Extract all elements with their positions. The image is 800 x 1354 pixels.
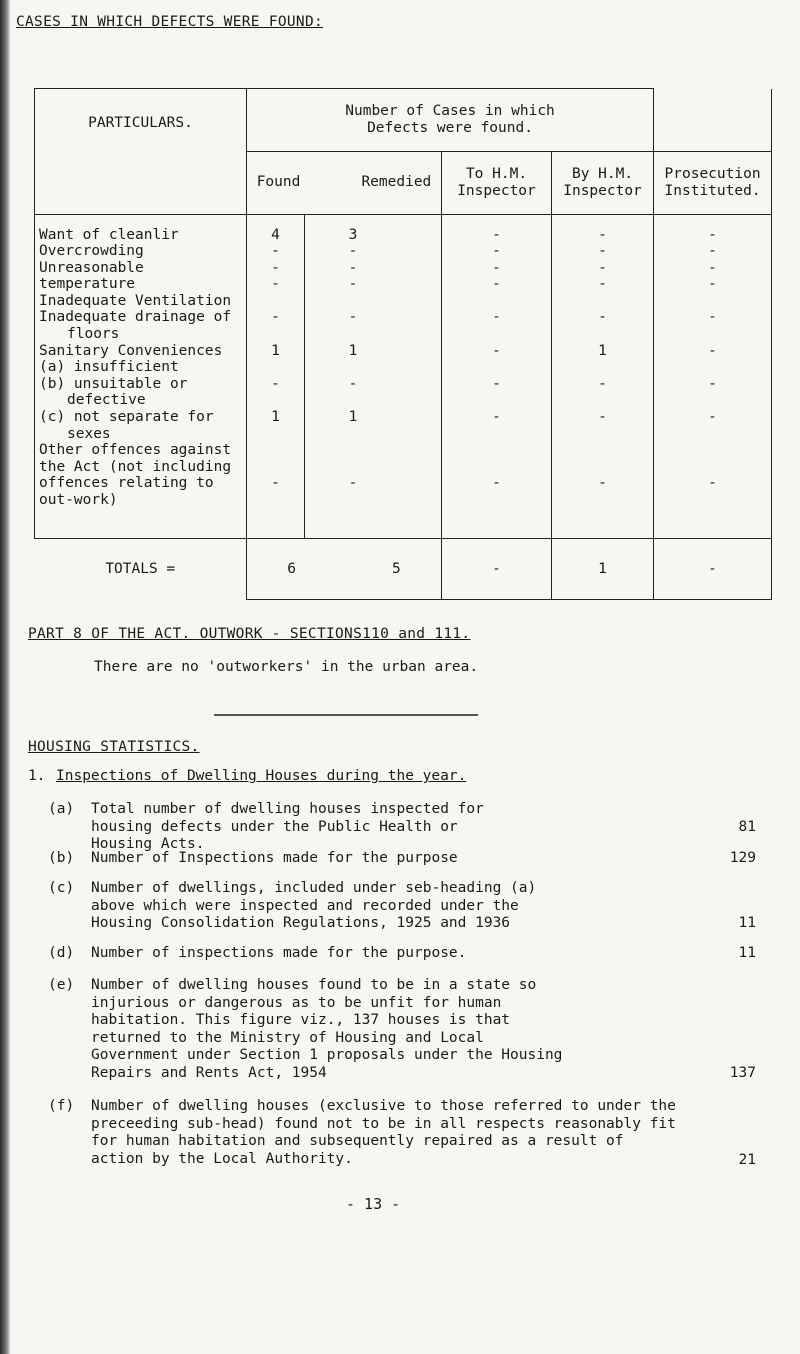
prosecution-header: Prosecution Instituted. xyxy=(654,151,772,214)
item-value-b: 129 xyxy=(729,850,756,866)
particular-label: floors xyxy=(67,326,120,343)
particular-label: (b) unsuitable or xyxy=(39,375,188,392)
cell xyxy=(442,326,551,343)
item-label: (b) xyxy=(48,850,75,866)
particular-label: Other offences against xyxy=(39,442,232,459)
cell xyxy=(654,442,771,459)
cell xyxy=(442,442,551,459)
particular-label: Unreasonable temperature xyxy=(39,259,144,293)
found-remedied-header xyxy=(247,151,442,214)
cell: - xyxy=(492,243,501,260)
cell: 1 xyxy=(271,409,280,426)
cell: - xyxy=(598,243,607,260)
cell: - xyxy=(598,475,607,492)
cell xyxy=(247,326,304,343)
item-value-c: 11 xyxy=(738,915,756,931)
total-to-inspector: - xyxy=(442,539,552,600)
housing-subheading: Inspections of Dwelling Houses during the year. xyxy=(56,768,467,784)
cell: - xyxy=(492,342,501,359)
cell: - xyxy=(271,309,280,326)
cell: - xyxy=(598,409,607,426)
page-heading: CASES IN WHICH DEFECTS WERE FOUND: xyxy=(16,14,324,30)
cell: - xyxy=(708,309,717,326)
cell: - xyxy=(708,243,717,260)
cell xyxy=(247,392,304,409)
cell xyxy=(305,359,401,376)
cell: - xyxy=(492,259,501,276)
cell: - xyxy=(348,309,358,326)
particular-label: sexes xyxy=(67,425,111,442)
cell xyxy=(442,426,551,443)
cell: - xyxy=(708,226,717,243)
housing-sub-number: 1. xyxy=(28,768,46,784)
cell xyxy=(442,293,551,310)
item-text: Number of dwellings, included under seb-heading (a) above which were inspected and recorded under the Housing Consolidation Regulations, 1925 and 1936 xyxy=(91,880,537,931)
particulars-column xyxy=(35,214,247,539)
particular-label: Sanitary Conveniences xyxy=(39,342,223,359)
section-divider xyxy=(214,714,478,716)
cell xyxy=(247,359,304,376)
item-label: (c) xyxy=(48,880,75,896)
cell: - xyxy=(492,276,501,293)
cell: - xyxy=(708,259,717,276)
item-text: Number of Inspections made for the purpose xyxy=(91,850,458,866)
cell xyxy=(305,392,401,409)
cell: - xyxy=(708,409,717,426)
particular-label: out-work) xyxy=(39,492,118,508)
particular-label: Want of cleanlir xyxy=(39,226,179,243)
by-inspector-column xyxy=(552,214,654,539)
particular-label: (c) not separate for xyxy=(39,409,214,426)
cell xyxy=(552,426,653,443)
cell xyxy=(654,426,771,443)
cell: - xyxy=(348,375,358,392)
item-value-a: 81 xyxy=(738,819,756,835)
cell: - xyxy=(348,475,358,492)
total-by-inspector: 1 xyxy=(552,539,654,600)
cell xyxy=(442,459,551,476)
cell xyxy=(305,293,401,310)
totals-found-remedied xyxy=(247,539,442,600)
cell: - xyxy=(271,259,280,276)
item-value-d: 11 xyxy=(738,945,756,961)
cell xyxy=(552,442,653,459)
cell: 1 xyxy=(348,342,358,359)
particular-label: the Act (not including xyxy=(39,458,232,475)
particulars-header: PARTICULARS. xyxy=(35,89,247,215)
cell: - xyxy=(708,475,717,492)
cell: - xyxy=(271,276,280,293)
cell xyxy=(247,426,304,443)
by-inspector-header: By H.M. Inspector xyxy=(552,151,654,214)
cell xyxy=(442,392,551,409)
housing-heading: HOUSING STATISTICS. xyxy=(28,739,200,755)
item-text: Number of dwelling houses found to be in a state so injurious or dangerous as to be unfit for human habitation. This figure viz., 137 houses is that returned to the Ministry of Housing and Local Government under Section 1 proposals under the Housing Repairs and Rents Act, 1954 xyxy=(91,977,563,1081)
item-label: (e) xyxy=(48,977,75,993)
cell xyxy=(247,459,304,476)
cell: 1 xyxy=(271,342,280,359)
item-label: (a) xyxy=(48,801,75,817)
cell: 1 xyxy=(598,342,607,359)
to-inspector-header: To H.M. Inspector xyxy=(442,151,552,214)
cell xyxy=(654,359,771,376)
cell xyxy=(552,359,653,376)
item-label: (d) xyxy=(48,945,75,961)
found-header: Found xyxy=(256,174,301,191)
cell xyxy=(305,442,401,459)
cell: - xyxy=(348,276,358,293)
group-header: Number of Cases in which Defects were found. xyxy=(247,89,654,152)
cell xyxy=(442,359,551,376)
table-body-row xyxy=(35,214,772,539)
total-prosecution: - xyxy=(654,539,772,600)
cell xyxy=(654,293,771,310)
cell: - xyxy=(271,243,280,260)
item-value-e: 137 xyxy=(729,1065,756,1081)
cell: - xyxy=(598,259,607,276)
remedied-column xyxy=(305,214,442,539)
prosecution-column xyxy=(654,214,772,539)
particular-label: offences relating to xyxy=(39,475,214,492)
cell: - xyxy=(348,259,358,276)
cell: - xyxy=(598,276,607,293)
item-label: (f) xyxy=(48,1098,75,1114)
item-text: Number of dwelling houses (exclusive to those referred to under the preceeding sub-head) found not to be in all respects reasonably fit for human habitation and subsequently repaired as a result of action by the Local Authority. xyxy=(91,1098,676,1167)
cell xyxy=(654,459,771,476)
cell xyxy=(247,442,304,459)
cell: - xyxy=(708,375,717,392)
cell xyxy=(654,326,771,343)
cell xyxy=(247,293,304,310)
cell xyxy=(305,426,401,443)
cell: 3 xyxy=(348,226,358,243)
total-remedied: 5 xyxy=(392,560,401,577)
totals-row xyxy=(35,539,772,600)
totals-label: TOTALS = xyxy=(35,539,247,600)
blank-header-cell xyxy=(654,89,772,152)
cell xyxy=(654,392,771,409)
remedied-header: Remedied xyxy=(361,174,432,191)
cell: - xyxy=(708,276,717,293)
cell xyxy=(305,326,401,343)
found-column xyxy=(247,214,305,539)
cell: - xyxy=(271,375,280,392)
cell: - xyxy=(271,475,280,492)
part8-heading: PART 8 OF THE ACT. OUTWORK - SECTIONS110 and 111. xyxy=(28,626,471,642)
part8-text: There are no 'outworkers' in the urban area. xyxy=(94,659,479,675)
particular-label: Inadequate Ventilation xyxy=(39,292,232,309)
cell: 1 xyxy=(348,409,358,426)
scan-edge-shadow xyxy=(0,0,10,1354)
cell xyxy=(552,392,653,409)
item-text: Total number of dwelling houses inspected for housing defects under the Public Health or Housing Acts. xyxy=(91,801,484,852)
cell xyxy=(552,326,653,343)
item-text: Number of inspections made for the purpose. xyxy=(91,945,467,961)
cell: - xyxy=(492,475,501,492)
cell: - xyxy=(492,409,501,426)
total-found: 6 xyxy=(287,560,296,577)
particular-label: defective xyxy=(67,392,146,409)
table-header-row-1 xyxy=(35,89,772,152)
cell: - xyxy=(492,226,501,243)
cell: - xyxy=(492,375,501,392)
page-number: - 13 - xyxy=(346,1195,401,1213)
cell: - xyxy=(598,309,607,326)
to-inspector-column xyxy=(442,214,552,539)
cell: - xyxy=(348,243,358,260)
defects-table xyxy=(34,88,772,600)
cell xyxy=(552,459,653,476)
cell xyxy=(552,293,653,310)
cell: - xyxy=(598,375,607,392)
cell: - xyxy=(708,342,717,359)
particular-label: Overcrowding xyxy=(39,243,144,260)
cell xyxy=(305,459,401,476)
particular-label: (a) insufficient xyxy=(39,359,179,376)
item-value-f: 21 xyxy=(738,1152,756,1168)
cell: - xyxy=(492,309,501,326)
particular-label: Inadequate drainage of xyxy=(39,309,232,326)
cell: - xyxy=(598,226,607,243)
cell: 4 xyxy=(271,226,280,243)
